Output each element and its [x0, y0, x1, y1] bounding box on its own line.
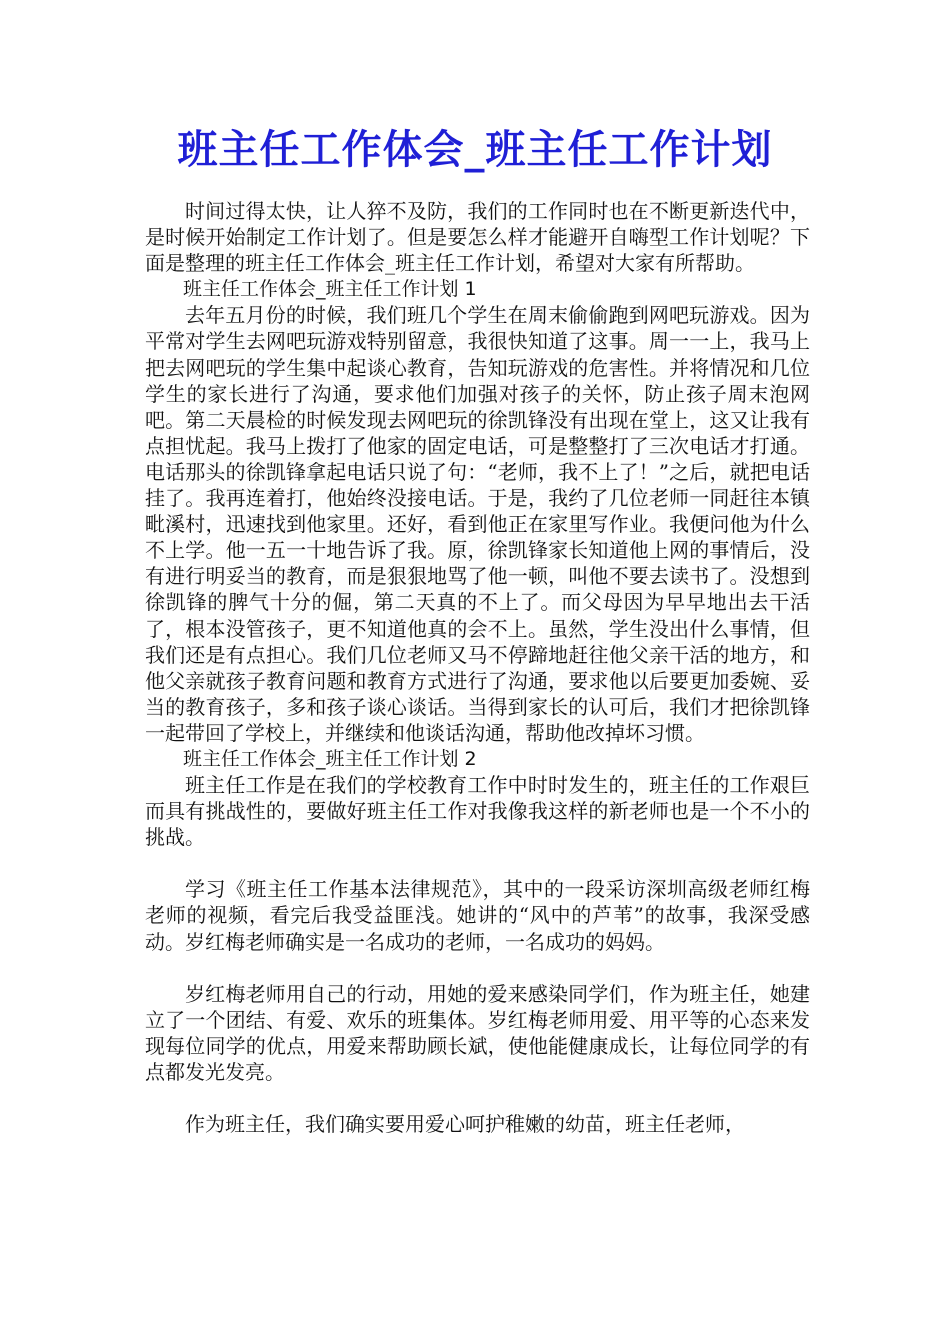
section-2-heading: 班主任工作体会_班主任工作计划 2	[183, 747, 477, 770]
document-body	[145, 198, 810, 1137]
section-2-paragraph-3: 岁红梅老师用自己的行动，用她的爱来感染同学们，作为班主任，她建立了一个团结、有爱、欢乐的班集体。岁红梅老师用爱、用平等的心态来发现每位同学的优点，用爱来帮助顾长斌，使他能健康成长，让每位同学的有点都发光发亮。	[145, 981, 810, 1084]
intro-paragraph: 时间过得太快，让人猝不及防，我们的工作同时也在不断更新迭代中，是时候开始制定工作计划了。但是要怎么样才能避开自嗨型工作计划呢？下面是整理的班主任工作体会_班主任工作计划，希望对大家有所帮助。	[145, 199, 810, 276]
paragraph-spacer	[145, 955, 810, 981]
paragraph-spacer	[145, 850, 810, 876]
section-2-paragraph-1: 班主任工作是在我们的学校教育工作中时时发生的，班主任的工作艰巨而具有挑战性的，要做好班主任工作对我像我这样的新老师也是一个不小的挑战。	[145, 773, 810, 850]
paragraph-spacer	[145, 1085, 810, 1111]
section-2-paragraph-2: 学习《班主任工作基本法律规范》，其中的一段采访深圳高级老师红梅老师的视频，看完后我受益匪浅。她讲的“风中的芦苇”的故事，我深受感动。岁红梅老师确实是一名成功的老师，一名成功的妈妈。	[145, 877, 810, 954]
document-title: 班主任工作体会_班主任工作计划	[177, 127, 773, 173]
section-2-paragraph-4: 作为班主任，我们确实要用爱心呵护稚嫩的幼苗，班主任老师，	[185, 1112, 745, 1136]
section-1-paragraph: 去年五月份的时候，我们班几个学生在周末偷偷跑到网吧玩游戏。因为平常对学生去网吧玩游戏特别留意，我很快知道了这事。周一一上，我马上把去网吧玩的学生集中起谈心教育，告知玩游戏的危害性。并将情况和几位学生的家长进行了沟通，要求他们加强对孩子的关怀，防止孩子周末泡网吧。第二天晨检的时候发现去网吧玩的徐凯锋没有出现在堂上，这又让我有点担忧起。我马上拨打了他家的固定电话，可是整整打了三次电话才打通。电话那头的徐凯锋拿起电话只说了句：“老师，我不上了！”之后，就把电话挂了。我再连着打，他始终没接电话。于是，我约了几位老师一同赶往本镇毗溪村，迅速找到他家里。还好，看到他正在家里写作业。我便问他为什么不上学。他一五一十地告诉了我。原，徐凯锋家长知道他上网的事情后，没有进行明妥当的教育，而是狠狠地骂了他一顿，叫他不要去读书了。没想到徐凯锋的脾气十分的倔，第二天真的不上了。而父母因为早早地出去干活了，根本没管孩子，更不知道他真的会不上。虽然，学生没出什么事情，但我们还是有点担心。我们几位老师又马不停蹄地赶往他父亲干活的地方，和他父亲就孩子教育问题和教育方式进行了沟通，要求他以后要更加委婉、妥当的教育孩子，多和孩子谈心谈话。当得到家长的认可后，我们才把徐凯锋一起带回了学校上，并继续和他谈话沟通，帮助他改掉坏习惯。	[145, 303, 810, 745]
section-1-heading: 班主任工作体会_班主任工作计划 1	[183, 278, 477, 301]
